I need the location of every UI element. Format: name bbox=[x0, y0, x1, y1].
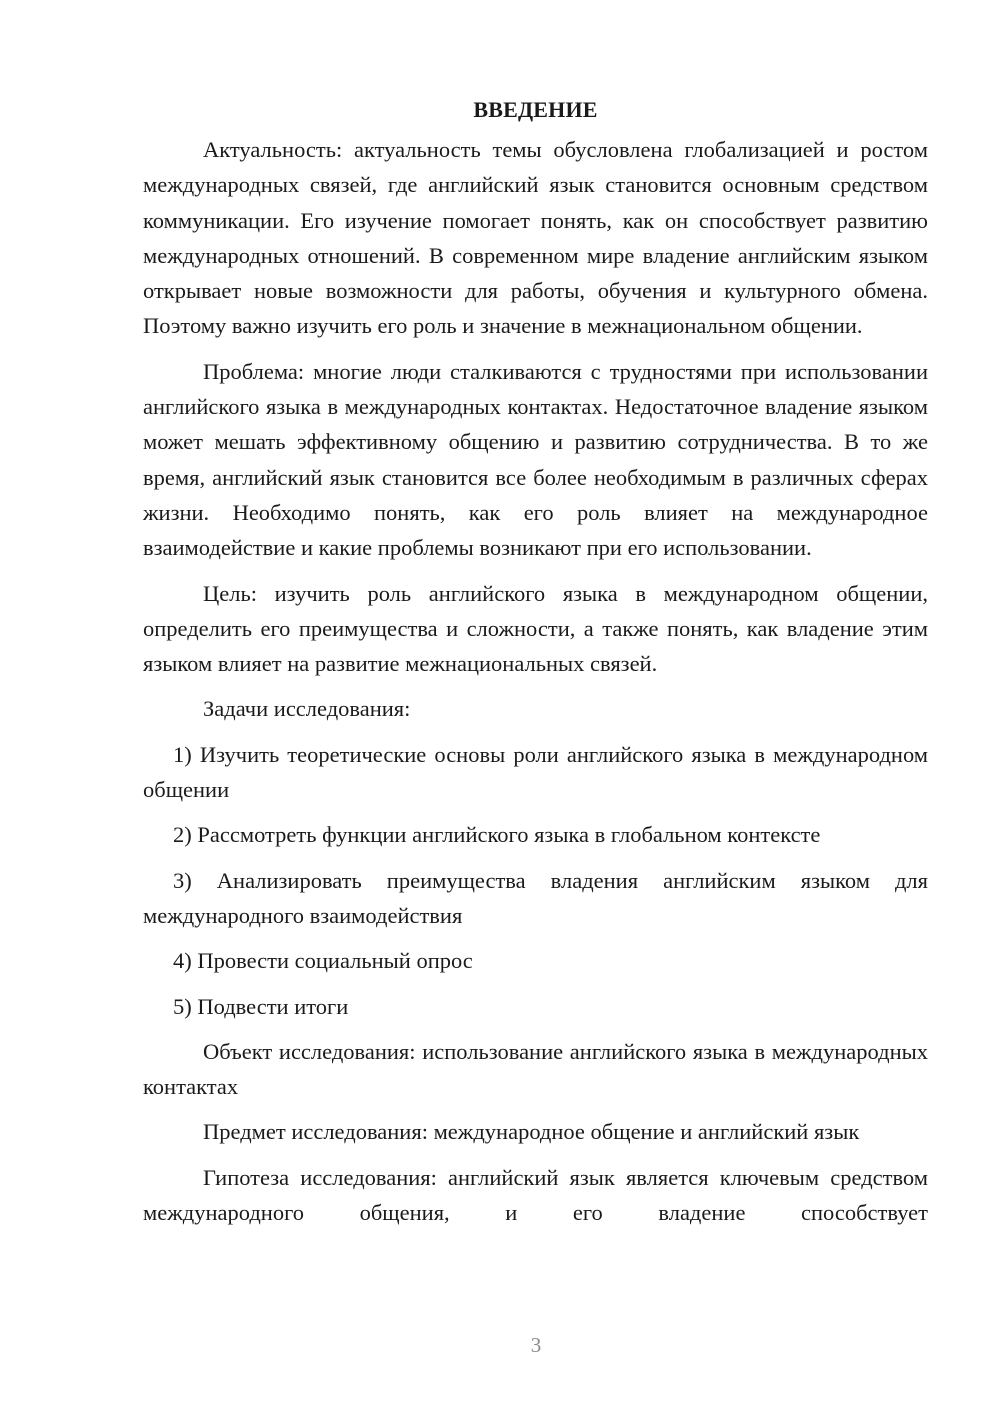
task-item-2: 2) Рассмотреть функции английского языка в глобальном контексте bbox=[173, 822, 821, 848]
page-number: 3 bbox=[530, 1333, 542, 1357]
document-page bbox=[143, 92, 928, 1240]
task-item-1: 1) Изучить теоретические основы роли английского языка в международном общении bbox=[143, 741, 928, 803]
task-item-4: 4) Провести социальный опрос bbox=[173, 948, 473, 974]
paragraph-relevance: Актуальность: актуальность темы обусловлена глобализацией и ростом международных связей, где английский язык становится основным средством коммуникации. Его изучение помогает понять, как он способствует развитию международных отношений. В современном мире владение английским языком открывает новые возможности для работы, обучения и культурного обмена. Поэтому важно изучить его роль и значение в межнациональном общении. bbox=[143, 137, 928, 339]
section-heading: ВВЕДЕНИЕ bbox=[473, 97, 598, 122]
paragraph-problem: Проблема: многие люди сталкиваются с трудностями при использовании английского языка в международных контактах. Недостаточное владение языком может мешать эффективному общению и развитию сотрудничества. В то же время, английский язык становится все более необходимым в различных сферах жизни. Необходимо понять, как его роль влияет на международное взаимодействие и какие проблемы возникают при его использовании. bbox=[143, 358, 928, 561]
paragraph-tasks-title: Задачи исследования: bbox=[203, 696, 411, 722]
task-item-3: 3) Анализировать преимущества владения английским языком для международного взаимодействия bbox=[143, 867, 928, 928]
paragraph-subject: Предмет исследования: международное общение и английский язык bbox=[203, 1119, 860, 1145]
paragraph-hypothesis: Гипотеза исследования: английский язык является ключевым средством международного общения, и его владение способствует bbox=[143, 1164, 928, 1226]
paragraph-object: Объект исследования: использование английского языка в международных контактах bbox=[143, 1038, 928, 1100]
paragraph-goal: Цель: изучить роль английского языка в международном общении, определить его преимущества и сложности, а также понять, как владение этим языком влияет на развитие межнациональных связей. bbox=[143, 580, 928, 677]
task-item-5: 5) Подвести итоги bbox=[173, 993, 349, 1019]
